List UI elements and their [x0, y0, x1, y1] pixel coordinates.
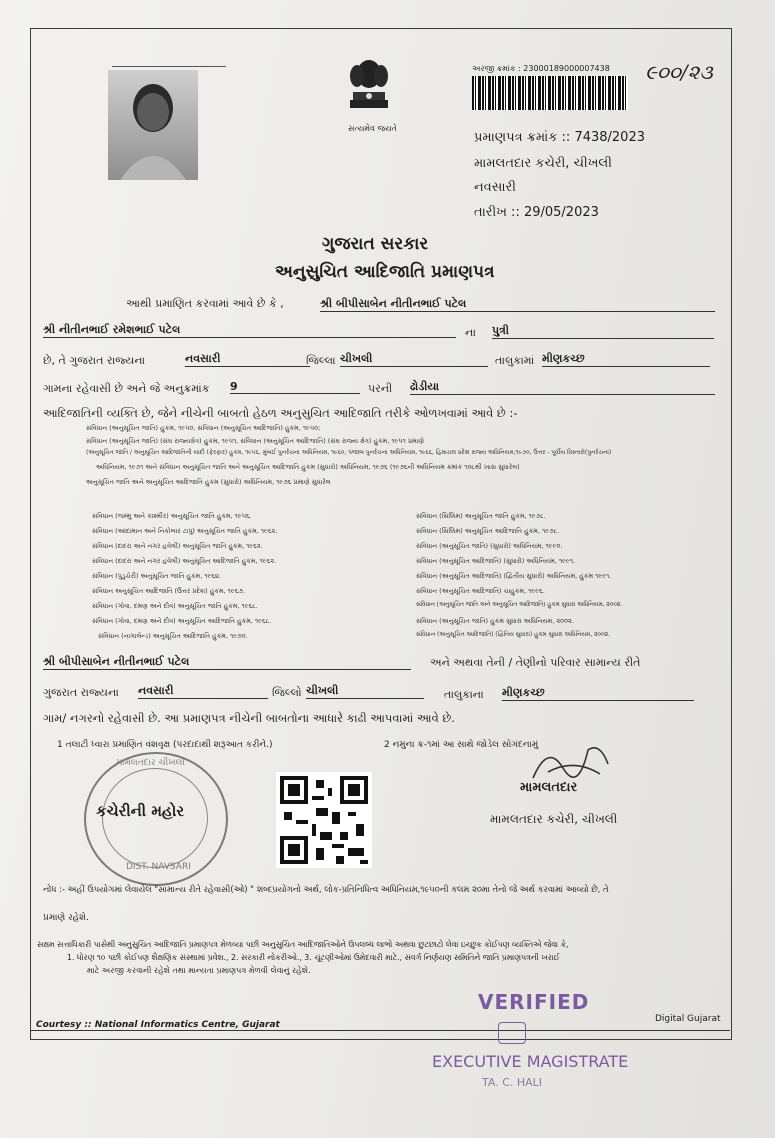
village-value-2: મીણકચ્છ — [502, 686, 694, 701]
applicant-name-repeat: શ્રી બીપીસાબેન નીતીનભાઈ પટેલ — [43, 655, 411, 670]
note-4: માટે અરજી કરવાની રહેશે તથા માન્યતા પ્રમાણપત્ર મેળવી લેવાનું રહેશે. — [87, 966, 311, 975]
law-left-8: સંવિધાન (ગોવા, દમણ અને દીવ) અનુસૂચિત આદિજાતિ હુકમ, ૧૯૬૮. — [92, 617, 272, 625]
note-3: 1. ધોરણ ૧૦ પછી કોઈપણ શૈક્ષણિક સંસ્થામાં પ્રવેશ., 2. સરકારી નોકરીઓ., 3. ચૂંટણીઓમાં ઉમેદવારી માટે., સંવર્ગ નિર્ણયણ સમિતિને જાતિ પ્રમાણપત્રની ખરાઈ — [67, 953, 560, 962]
law-right-2: સંવિધાન (સિક્કિમ) અનુસૂચિત આદિજાતિ હુકમ, ૧૯૭૮. — [416, 527, 560, 535]
na-label: ના — [465, 326, 476, 339]
law-left-7: સંવિધાન (ગોવા, દમણ અને દીવ) અનુસૂચિત જાતિ હુકમ, ૧૯૬૮. — [92, 602, 258, 610]
village-value: મીણકચ્છ — [542, 352, 710, 367]
issue-date: તારીખ :: 29/05/2023 — [474, 205, 599, 220]
parni-label: પરની — [368, 382, 393, 395]
verify-signature-mark — [498, 1022, 526, 1044]
law-line-4: અધિનિયમ, ૧૯૭૧ અને સંવિધાન અનુસૂચિત જાતિ અને અનુસૂચિત આદિજાતિ હુકમ (સુધારો) અધિનિયમ, ૧૯૭૬ (૧૯૭૬ની અધિનિયમ ક્રમાંક ૧૦૮થી ખાસ સુધારેલ) — [96, 463, 520, 471]
application-number: અરજી ક્રમાંક : 23000189000007438 — [472, 64, 610, 73]
state-emblem-icon — [344, 48, 394, 122]
applicant-name: શ્રી બીપીસાબેન નીતીનભાઈ પટેલ — [320, 297, 715, 312]
law-left-2: સંવિધાન (આંદામાન અને નિકોબાર ટાપુ) અનુસૂચિત જાતિ હુકમ, ૧૯૬૨. — [92, 527, 278, 535]
taluka-value-2: ચીખલી — [306, 684, 424, 699]
qr-code-icon — [276, 772, 372, 868]
basis-1: 1 તલાટી ધ્વારા પ્રમાણિત વંશવૃક્ષ (પરદાદાથી શરૂઆત કરીને.) — [57, 740, 273, 750]
law-line-2: સંવિધાન (અનુસૂચિત જાતિ) (સંઘ રાજ્યક્ષેત્ર) હુકમ, ૧૯૫૧, સંવિધાન (અનુસૂચિત આદિજાતિ) (સંઘ રાજ્ય ક્ષેત્ર) હુકમ, ૧૯૫૧ પ્રમાણે — [86, 437, 424, 445]
serial-number: 9 — [230, 380, 360, 394]
serial-prefix: ગામના રહેવાસી છે અને જે અનુક્રમાંક — [43, 382, 210, 395]
law-left-5: સંવિધાન (પુડુચેરી) અનુસૂચિત જાતિ હુકમ, ૧૯૬૪. — [92, 572, 222, 580]
seal-top-text: મામલતદાર ચીખલી — [116, 758, 185, 768]
law-right-7: સંવિધાન (અનુસૂચિત જાતિ અને અનુસૂચિત આદિજાતિ) હુકમ સુધારા અધિનિયમ, ૨૦૦૨. — [416, 602, 622, 608]
law-right-5: સંવિધાન (અનુસૂચિત આદિજાતિ) (દ્વિતીય સુધારો) અધિનિયમ, હુકમ ૧૯૯૧. — [416, 572, 612, 580]
law-right-9: સંવિધાન (અનુસૂચિત આદિજાતિ) (દ્વિતિય સુધારા) હુકમ સુધારા અધિનિયમ, ૨૦૦૨. — [416, 632, 610, 638]
law-line-3: (અનુસૂચિત જાતિ / અનુસૂચિત આદિજાતિની યાદી (ફેરફાર) હુકમ, ૧૯૫૬, મુંબઈ પુનર્રચના અધિનિયમ, ૧૯૬૦, પંજાબ પુનર્રચના અધિનિયમ, ૧૯૬૬, હિમાચલ પ્રદેશ રાજ્ય અધિનિયમ,૧૯૭૦, ઉત્તર - પૂર્વીય વિસ્તારો(પુનર્રચના) — [86, 450, 612, 456]
government-title: ગુજરાત સરકાર — [322, 234, 429, 254]
applicant-photo — [108, 70, 198, 180]
law-right-1: સંવિધાન (સિક્કિમ) અનુસૂચિત જાતિ હુકમ, ૧૯૭૮. — [416, 512, 546, 520]
district-label: જિલ્લા — [306, 354, 336, 367]
law-line-1: સંવિધાન (અનુસૂચિત જાતિ) હુકમ, ૧૯૫૦, સંવિધાન (અનુસૂચિત આદિજાતિ) હુકમ, ૧૯૫૦; — [86, 424, 321, 432]
verified-stamp: VERIFIED — [478, 990, 590, 1014]
law-right-3: સંવિધાન (અનુસૂચિત જાતિ) (સુધારો) અધિનિયમ, ૧૯૯૦. — [416, 542, 563, 550]
certificate-title: અનુસુચિત આદિજાતિ પ્રમાણપત્ર — [275, 262, 495, 282]
barcode-icon — [472, 76, 628, 110]
law-left-1: સંવિધાન (જમ્મુ અને કાશ્મીર) અનુસૂચિત જાતિ હુકમ, ૧૯૫૬. — [92, 512, 252, 520]
executive-magistrate: EXECUTIVE MAGISTRATE — [432, 1052, 629, 1071]
law-right-8: સંવિધાન (અનુસૂચિત જાતિ) હુકમ સુધારા અધિનિયમ, ૨૦૦૨. — [416, 617, 574, 625]
district-value-2: નવસારી — [138, 684, 268, 699]
digital-gujarat: Digital Gujarat — [655, 1014, 721, 1024]
district-value: નવસારી — [185, 352, 310, 367]
law-left-4: સંવિધાન (દાદરા અને નગર હવેલી) અનુસૂચિત આદિજાતિ હુકમ, ૧૯૬૨. — [92, 557, 277, 565]
note-2: સક્ષમ સત્તાધિકારી પાસેથી અનુસુચિત આદિજાતિ પ્રમાણપત્ર મેળવ્યા પછી અનુસુચિત આદિજાતિઓને ઉપલબ્ધ લાભો અથવા છુટછાટો લેવા ઇચ્છુક કોઈપણ વ્યક્તિએ જેવા કે, — [37, 940, 569, 949]
signature-office: મામલતદાર કચેરી, ચીખલી — [490, 812, 618, 826]
taluka-label-2: તાલુકાના — [444, 688, 484, 701]
relation: પુત્રી — [492, 324, 714, 339]
law-left-6: સંવિધાન અનુસૂચિત આદિજાતિ (ઉત્તર પ્રદેશ) હુકમ, ૧૯૬૭. — [92, 587, 245, 595]
law-right-6: સંવિધાન (અનુસૂચિત આદિજાતિ) ચાહુકમ, ૧૯૯૬. — [416, 587, 545, 595]
designation: મામલતદાર — [520, 780, 578, 795]
law-line-5: અનુસૂચિત જાતિ અને અનુસૂચિત આદિજાતિ હુકમ (સુધારો) અધિનિયમ, ૧૯૭૬ પ્રમાણે સુધારેલ — [86, 478, 331, 486]
issuing-district: નવસારી — [474, 180, 516, 195]
taluka-value: ચીખલી — [340, 352, 488, 367]
district-label-2: જિલ્લો — [272, 686, 302, 699]
issuing-office: મામલતદાર કચેરી, ચીખલી — [474, 156, 612, 171]
magistrate-sub: TA. C. HALI — [482, 1076, 543, 1089]
seal-title: કચેરીની મહોર — [96, 802, 185, 820]
state-label-2: ગુજરાત રાજ્યના — [43, 686, 119, 699]
handwritten-number: ૯૦૦/૨૩ — [645, 60, 713, 84]
law-left-9: સંવિધાન (નાગાલેન્ડ) અનુસૂચિત આદિજાતિ હુકમ, ૧૯૭૦. — [98, 632, 248, 640]
basis-2: 2 નમુના ક્ર-૧માં આ સાથે જોડેલ સોગંદનામું — [384, 740, 539, 750]
courtesy-text: Courtesy :: National Informatics Centre, Gujarat — [36, 1020, 280, 1030]
footer-rule — [30, 1030, 730, 1031]
emblem-motto: સત્યમેવ જયતે — [348, 124, 397, 133]
note-1a: નોંધ :- અહીં ઉપયોગમાં લેવાયેલ "સામાન્ય રીતે રહેવાસી(ઓ) " શબ્દપ્રયોગનો અર્થ, લોક-પ્રતિનિધિત્વ અધિનિયમ,૧૯૫૦ની કલમ ૨૦મા તેનો જે અર્થ કરવામાં આવ્યો છે, તે — [43, 884, 609, 894]
certificate-number: પ્રમાણપત્ર ક્રમાંક :: 7438/2023 — [474, 130, 645, 145]
family-text: અને અથવા તેની / તેણીનો પરિવાર સામાન્ય રીતે — [430, 656, 641, 669]
father-name: શ્રી નીતીનભાઈ રમેશભાઈ પટેલ — [43, 323, 456, 338]
law-left-3: સંવિધાન (દાદરા અને નગર હવેલી) અનુસૂચિત જાતિ હુકમ, ૧૯૬૨. — [92, 542, 263, 550]
taluka-label: તાલુકામાં — [495, 354, 535, 367]
photo-line — [112, 66, 226, 67]
law-right-4: સંવિધાન (અનુસૂચિત આદિજાતિ) (સુધારો) અધિનિયમ, ૧૯૯૧. — [416, 557, 576, 565]
recognition-line: આદિજાતિની વ્યક્તિ છે, જેને નીચેની બાબતો હેઠળ અનુસુચિત આદિજાતિ તરીકે ઓળખવામાં આવે છે :- — [43, 406, 518, 420]
state-prefix: છે, તે ગુજરાત રાજ્યના — [43, 354, 146, 367]
note-1b: પ્રમાણે રહેશે. — [43, 913, 89, 923]
tribe-name: ઢોડીયા — [410, 380, 715, 395]
seal-bottom-text: DIST. NAVSARI — [126, 862, 191, 872]
residence-line: ગામ/ નગરનો રહેવાસી છે. આ પ્રમાણપત્ર નીચેની બાબતોના આધારે કાઢી આપવામાં આવે છે. — [43, 711, 455, 725]
certify-text: આથી પ્રમાણિત કરવામાં આવે છે કે , — [126, 297, 284, 310]
